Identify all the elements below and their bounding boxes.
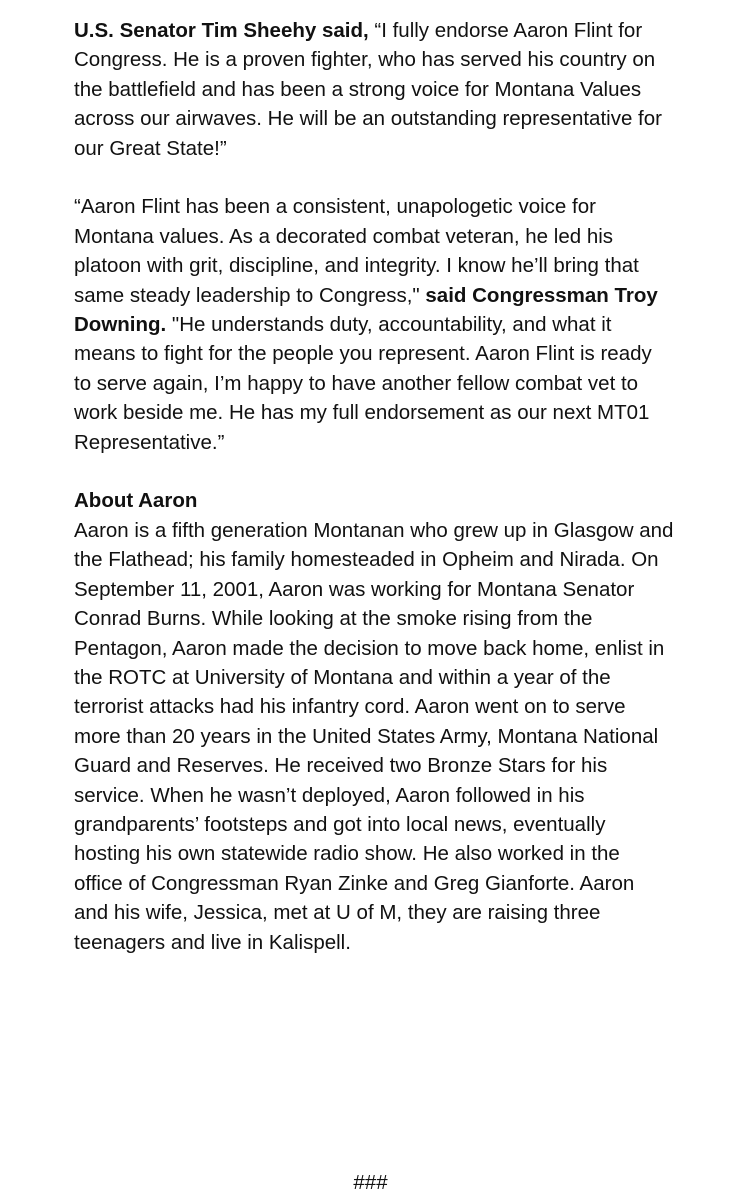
sheehy-attribution: U.S. Senator Tim Sheehy said,: [74, 19, 369, 42]
about-body: Aaron is a fifth generation Montanan who grew up in Glasgow and the Flathead; his family homesteaded in Opheim and Nirada. On September 11, 2001, Aaron was working for Montana Senator Conrad Burns. While looking at the smoke rising from the Pentagon, Aaron made the decision to move back home, enlist in the ROTC at University of Montana and within a year of the terrorist attacks had his infantry cord. Aaron went on to serve more than 20 years in the United States Army, Montana National Guard and Reserves. He received two Bronze Stars for his service. When he wasn’t deployed, Aaron followed in his grandparents’ footsteps and got into local news, eventually hosting his own statewide radio show. He also worked in the office of Congressman Ryan Zinke and Greg Gianforte. Aaron and his wife, Jessica, met at U of M, they are raising three teenagers and live in Kalispell.: [74, 518, 674, 954]
end-of-release-mark: ###: [353, 1171, 388, 1194]
press-release-body: [74, 16, 674, 957]
paragraph-spacer: [74, 163, 674, 192]
downing-quote-part1: “Aaron Flint has been a consistent, unapologetic voice for Montana values. As a decorated combat veteran, he led his platoon with grit, discipline, and integrity. I know he’ll bring that same steady leadership to Congress,": [74, 195, 639, 307]
about-heading: About Aaron: [74, 489, 198, 513]
downing-attribution: said Congressman Troy Downing.: [74, 283, 658, 337]
paragraph-spacer: [74, 457, 674, 486]
downing-quote-part2: "He understands duty, accountability, and what it means to fight for the people you represent. Aaron Flint is ready to serve again, I’m happy to have another fellow combat vet to work beside me. He has my full endorsement as our next MT01 Representative.”: [74, 313, 652, 454]
sheehy-endorsement-paragraph: [74, 16, 674, 163]
sheehy-quote: “I fully endorse Aaron Flint for Congress. He is a proven fighter, who has served his country on the battlefield and has been a strong voice for Montana Values across our airwaves. He will be an outstanding representative for our Great State!”: [74, 19, 662, 160]
downing-endorsement-paragraph: [74, 192, 674, 457]
